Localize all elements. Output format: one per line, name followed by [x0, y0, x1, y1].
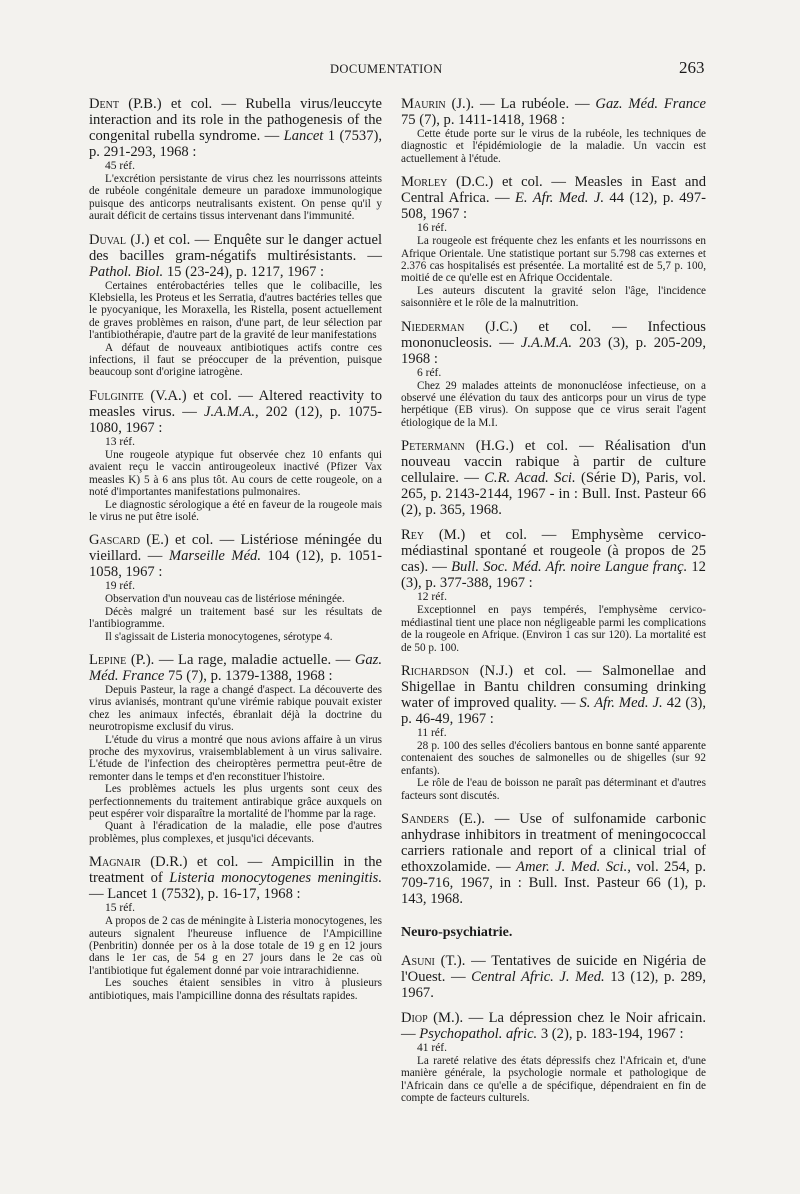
citation — [401, 438, 706, 518]
journal-title: Listeria monocytogenes meningitis. — [169, 870, 382, 887]
abstract-paragraph: Quant à l'éradication de la maladie, elle pose d'autres problèmes, plus complexes, et jusqu'ici décevants. — [89, 820, 382, 845]
bibliography-entry — [89, 388, 382, 523]
abstract — [401, 604, 706, 654]
citation — [89, 854, 382, 902]
citation-details: 1 (7537), p. 291-293, 1968 : — [89, 128, 382, 160]
citation-details: 13 (12), p. 289, 1967. — [401, 968, 706, 1001]
journal-title: E. Afr. Med. J. — [514, 190, 604, 207]
bibliography-entry — [89, 854, 382, 1002]
citation-text: (M.) et col. — Emphysème cervico-médiastinal spontané et rougeole (à propos de 25 cas). — — [401, 527, 706, 576]
citation-text: (J.C.) et col. — Infectious mononucleosis. — — [401, 318, 706, 351]
bibliography-entry — [401, 811, 706, 907]
journal-title: Amer. J. Med. Sci. — [516, 858, 628, 875]
citation-details: 3 (2), p. 183-194, 1967 : — [537, 1025, 684, 1042]
abstract — [401, 380, 706, 430]
bibliography-entry — [401, 953, 706, 1001]
journal-title: J.A.M.A. — [520, 334, 572, 351]
author-name: Duval — [89, 231, 127, 248]
citation — [401, 953, 706, 1001]
journal-title: Lancet — [283, 128, 324, 144]
abstract-paragraph: Décès malgré un traitement basé sur les résultats de l'antibiogramme. — [89, 605, 382, 631]
abstract-paragraph: Cette étude porte sur le virus de la rubéole, les techniques de diagnostic et l'épidémiologie de la maladie. Un vaccin est actuellement à l'étude. — [401, 128, 706, 165]
citation-text: (E.). — Use of sulfonamide carbonic anhydrase inhibitors in treatment of meningococcal carriers rationale and report of a clinical trial of ethoxzolamide. — — [401, 810, 706, 875]
citation-details: 15 (23-24), p. 1217, 1967 : — [163, 263, 325, 280]
citation-text: (T.). — Tentatives de suicide en Nigéria de l'Ouest. — — [401, 952, 706, 985]
citation — [401, 1010, 706, 1042]
author-name: Fulginite — [89, 387, 144, 404]
abstract — [89, 915, 382, 1002]
bibliography-entry — [401, 663, 706, 802]
abstract-paragraph: L'excrétion persistante de virus chez les nourrissons atteints de rubéole congénitale demeure un paradoxe immunologique puisque des anticorps neutralisants existent. On pense qu'il y aurait déficit de certains tissus intervenant dans l'immunité. — [89, 173, 382, 223]
journal-title: Gaz. Méd. France — [89, 651, 382, 684]
reference-count: 13 réf. — [105, 435, 136, 448]
citation-details: 75 (7), p. 1379-1388, 1968 : — [164, 667, 333, 684]
author-name: Richardson — [401, 662, 470, 679]
reference-count: 16 réf. — [417, 222, 448, 235]
abstract — [401, 1055, 706, 1105]
abstract-paragraph: Observation d'un nouveau cas de listériose méningée. — [105, 593, 345, 606]
abstract-paragraph: Depuis Pasteur, la rage a changé d'aspect. La découverte des virus avianisés, montrant qu'une virémie rabique pouvait exister chez les animaux infectés, ébranlait déjà la doctrine du neurotropisme exclusif du virus. — [89, 683, 382, 734]
citation-text: (P.). — La rage, maladie actuelle. — — [126, 651, 355, 668]
left-column — [89, 96, 382, 1011]
citation — [89, 532, 382, 580]
citation-details: 75 (7), p. 1411-1418, 1968 : — [401, 112, 566, 128]
citation-details: 203 (3), p. 205-209, 1968 : — [401, 334, 706, 367]
author-name: Lepine — [89, 651, 127, 668]
bibliography-entry — [89, 532, 382, 643]
bibliography-entry — [89, 652, 382, 845]
journal-title: Bull. Soc. Méd. Afr. noire Langue franç. — [451, 559, 688, 576]
citation-text: (D.R.) et col. — Ampicillin in the treatment of — [89, 854, 382, 887]
reference-count: 19 réf. — [105, 580, 136, 593]
citation — [89, 232, 382, 280]
reference-count: 6 réf. — [417, 366, 442, 379]
author-name: Dent — [89, 96, 119, 112]
journal-title: Pathol. Biol. — [89, 263, 164, 280]
author-name: Rey — [401, 527, 425, 544]
abstract-paragraph: Chez 29 malades atteints de mononucléose infectieuse, on a observé une élévation du taux des anticorps pour un virus de type herpétique (EB virus). On suppose que ce virus serait l'agent étiologique de la M.I. — [401, 379, 706, 429]
abstract-paragraph: Le diagnostic sérologique a été en faveur de la rougeole mais le virus ne put être isolé. — [89, 498, 382, 523]
abstract — [401, 128, 706, 165]
journal-title: Psychopathol. afric. — [419, 1025, 538, 1042]
abstract-paragraph: Les auteurs discutent la gravité selon l'âge, l'incidence saisonnière et le rôle de la malnutrition. — [401, 284, 706, 310]
citation-text: (H.G.) et col. — Réalisation d'un nouveau vaccin rabique à partir de culture cellulaire. — — [401, 438, 706, 487]
bibliography-entry — [89, 232, 382, 379]
abstract-paragraph: Certaines entérobactéries telles que le colibacille, les Klebsiella, les Proteus et les Serratia, d'autres bactéries telles que le pyocyanique, les Moraxella, les Ristella, posent actuellement de graves problèmes en raison, d'une part, de leur sélection par l'antibiothérapie, d'autre part de la gravité de leur manifestations — [89, 279, 382, 342]
right-column — [401, 96, 706, 1114]
citation — [401, 174, 706, 222]
journal-title: J.A.M.A. — [203, 403, 256, 420]
abstract — [401, 235, 706, 309]
author-name: Magnair — [89, 854, 141, 871]
author-name: Niederman — [401, 318, 465, 335]
citation-details: 104 (12), p. 1051-1058, 1967 : — [89, 548, 382, 581]
citation — [89, 388, 382, 436]
reference-count: 41 réf. — [417, 1041, 448, 1054]
reference-count: 12 réf. — [417, 591, 448, 604]
citation — [89, 652, 382, 684]
author-name: Sanders — [401, 810, 450, 827]
reference-count: 11 réf. — [417, 726, 447, 739]
author-name: Diop — [401, 1009, 428, 1026]
abstract-paragraph: A propos de 2 cas de méningite à Listeria monocytogenes, les auteurs signalent l'heureuse influence de l'Ampicilline (Penbritin) donnée per os à la dose totale de 19 g en 12 jours dans le 1er cas, de 54 g en 27 jours dans le 2e cas où l'antibiotique fut également donné par voie intrarachidienne. — [89, 915, 382, 977]
abstract — [401, 740, 706, 802]
bibliography-entry — [401, 174, 706, 309]
bibliography-entry — [89, 96, 382, 223]
author-name: Petermann — [401, 438, 465, 455]
citation-text: (N.J.) et col. — Salmonellae and Shigellae in Bantu children consuming drinking water of improved quality. — — [401, 662, 706, 711]
abstract-paragraph: Les souches étaient sensibles in vitro à plusieurs antibiotiques, mais l'ampicilline donna des résultats rapides. — [89, 977, 382, 1002]
abstract-paragraph: Exceptionnel en pays tempérés, l'emphysème cervico-médiastinal tient une place non négligeable parmi les complications de la rougeole en Afrique. (Environ 1 cas sur 120). La mortalité est de 50 p. 100. — [401, 604, 706, 654]
journal-title: Gaz. Méd. France — [595, 96, 706, 112]
citation-details: 42 (3), p. 46-49, 1967 : — [401, 694, 706, 727]
bibliography-entry — [401, 96, 706, 165]
bibliography-entry — [401, 319, 706, 430]
citation-text: (V.A.) et col. — Altered reactivity to measles virus. — — [89, 387, 382, 420]
citation-text: (D.C.) et col. — Measles in East and Central Africa. — — [401, 174, 706, 207]
author-name: Morley — [401, 174, 448, 191]
citation — [401, 663, 706, 727]
abstract — [89, 593, 382, 643]
journal-title: S. Afr. Med. J. — [579, 694, 663, 711]
citation-details: , vol. 254, p. 709-716, 1967, in : Bull. Inst. Pasteur 66 (1), p. 143, 1968. — [401, 858, 706, 907]
author-name: Maurin — [401, 96, 446, 112]
citation-details: , 202 (12), p. 1075-1080, 1967 : — [89, 403, 383, 436]
page-number: 263 — [679, 58, 705, 77]
citation-details: — Lancet 1 (7532), p. 16-17, 1968 : — [89, 886, 301, 903]
abstract-paragraph: Une rougeole atypique fut observée chez 10 enfants qui avaient reçu le vaccin antirougeoleux inactivé (Pfizer Vax measles K) 5 à 6 ans plus tôt. Au cours de cette rougeole, on a noté d'importantes manifestations pulmonaires. — [89, 448, 382, 499]
running-title: DOCUMENTATION — [330, 62, 443, 76]
abstract — [89, 280, 382, 379]
citation-details: 44 (12), p. 497-508, 1967 : — [401, 190, 706, 223]
abstract-paragraph: La rougeole est fréquente chez les enfants et les nourrissons en Afrique Orientale. Une statistique portant sur 5.798 cas externes et 2.376 cas hospitalisés est présentée. La mortalité est de 5,7 p. 100, moitié de ce qu'elle est en Afrique Occidentale. — [401, 235, 706, 285]
citation-text: (J.). — La rubéole. — — [445, 96, 596, 112]
abstract-paragraph: 28 p. 100 des selles d'écoliers bantous en bonne santé apparente contenaient des souches de salmonelles ou de shigelles (sur 92 enfants). — [401, 739, 706, 777]
citation-text: (E.) et col. — Listériose méningée du vieillard. — — [89, 532, 382, 565]
citation-details: 12 (3), p. 377-388, 1967 : — [401, 559, 706, 592]
citation — [401, 96, 706, 128]
bibliography-entry — [401, 438, 706, 518]
journal-title: C.R. Acad. Sci. — [484, 470, 576, 487]
citation — [401, 319, 706, 367]
reference-count: 15 réf. — [105, 902, 136, 915]
abstract-paragraph: Il s'agissait de Listeria monocytogenes, sérotype 4. — [105, 630, 333, 643]
bibliography-entry — [401, 1010, 706, 1105]
author-name: Asuni — [401, 952, 435, 969]
bibliography-entry — [401, 527, 706, 654]
abstract — [89, 173, 382, 223]
abstract-paragraph: Le rôle de l'eau de boisson ne paraît pas déterminant et d'autres facteurs sont discutés. — [401, 777, 706, 802]
journal-title: Central Afric. J. Med. — [471, 968, 605, 985]
section-heading: Neuro-psychiatrie. — [401, 924, 513, 940]
citation-text: (P.B.) et col. — Rubella virus/leuccyte interaction and its role in the pathogenesis of the congenital rubella syndrome. — — [89, 96, 382, 144]
journal-title: Marseille Méd. — [168, 548, 261, 565]
author-name: Gascard — [89, 532, 141, 549]
abstract — [89, 449, 382, 523]
reference-count: 45 réf. — [105, 160, 136, 172]
citation — [89, 96, 382, 160]
abstract-paragraph: A défaut de nouveaux antibiotiques actifs contre ces infections, il faut se préoccuper de la prévention, puisque beaucoup sont d'origine iatrogène. — [89, 341, 382, 379]
abstract-paragraph: L'étude du virus a montré que nous avions affaire à un virus proche des myxovirus, vraisemblablement à un virus salivaire. L'étude de l'infection des cheiroptères permettra peut-être de remonter dans le temps et d'en reconstituer l'histoire. — [89, 733, 382, 783]
running-header — [0, 60, 800, 82]
abstract — [89, 684, 382, 845]
citation-text: (J.) et col. — Enquête sur le danger actuel des bacilles gram-négatifs multirésistants. — — [89, 231, 382, 264]
abstract-paragraph: Les problèmes actuels les plus urgents sont ceux des perfectionnements du traitement antirabique grâce auxquels on peut espérer voir disparaître la mortalité de l'homme par la rage. — [89, 783, 382, 820]
abstract-paragraph: La rareté relative des états dépressifs chez l'Africain et, d'une manière générale, la psychologie normale et pathologique de l'Africain dans ce qu'elle a de spécifique, dépendraient en fin de compte de facteurs culturels. — [401, 1054, 706, 1105]
citation — [401, 527, 706, 591]
citation-text: (M.). — La dépression chez le Noir africain. — — [401, 1009, 706, 1042]
citation — [401, 811, 706, 907]
citation-details: (Série D), Paris, vol. 265, p. 2143-2144, 1967 - in : Bull. Inst. Pasteur 66 (2), p. 365, 1968. — [401, 470, 706, 519]
